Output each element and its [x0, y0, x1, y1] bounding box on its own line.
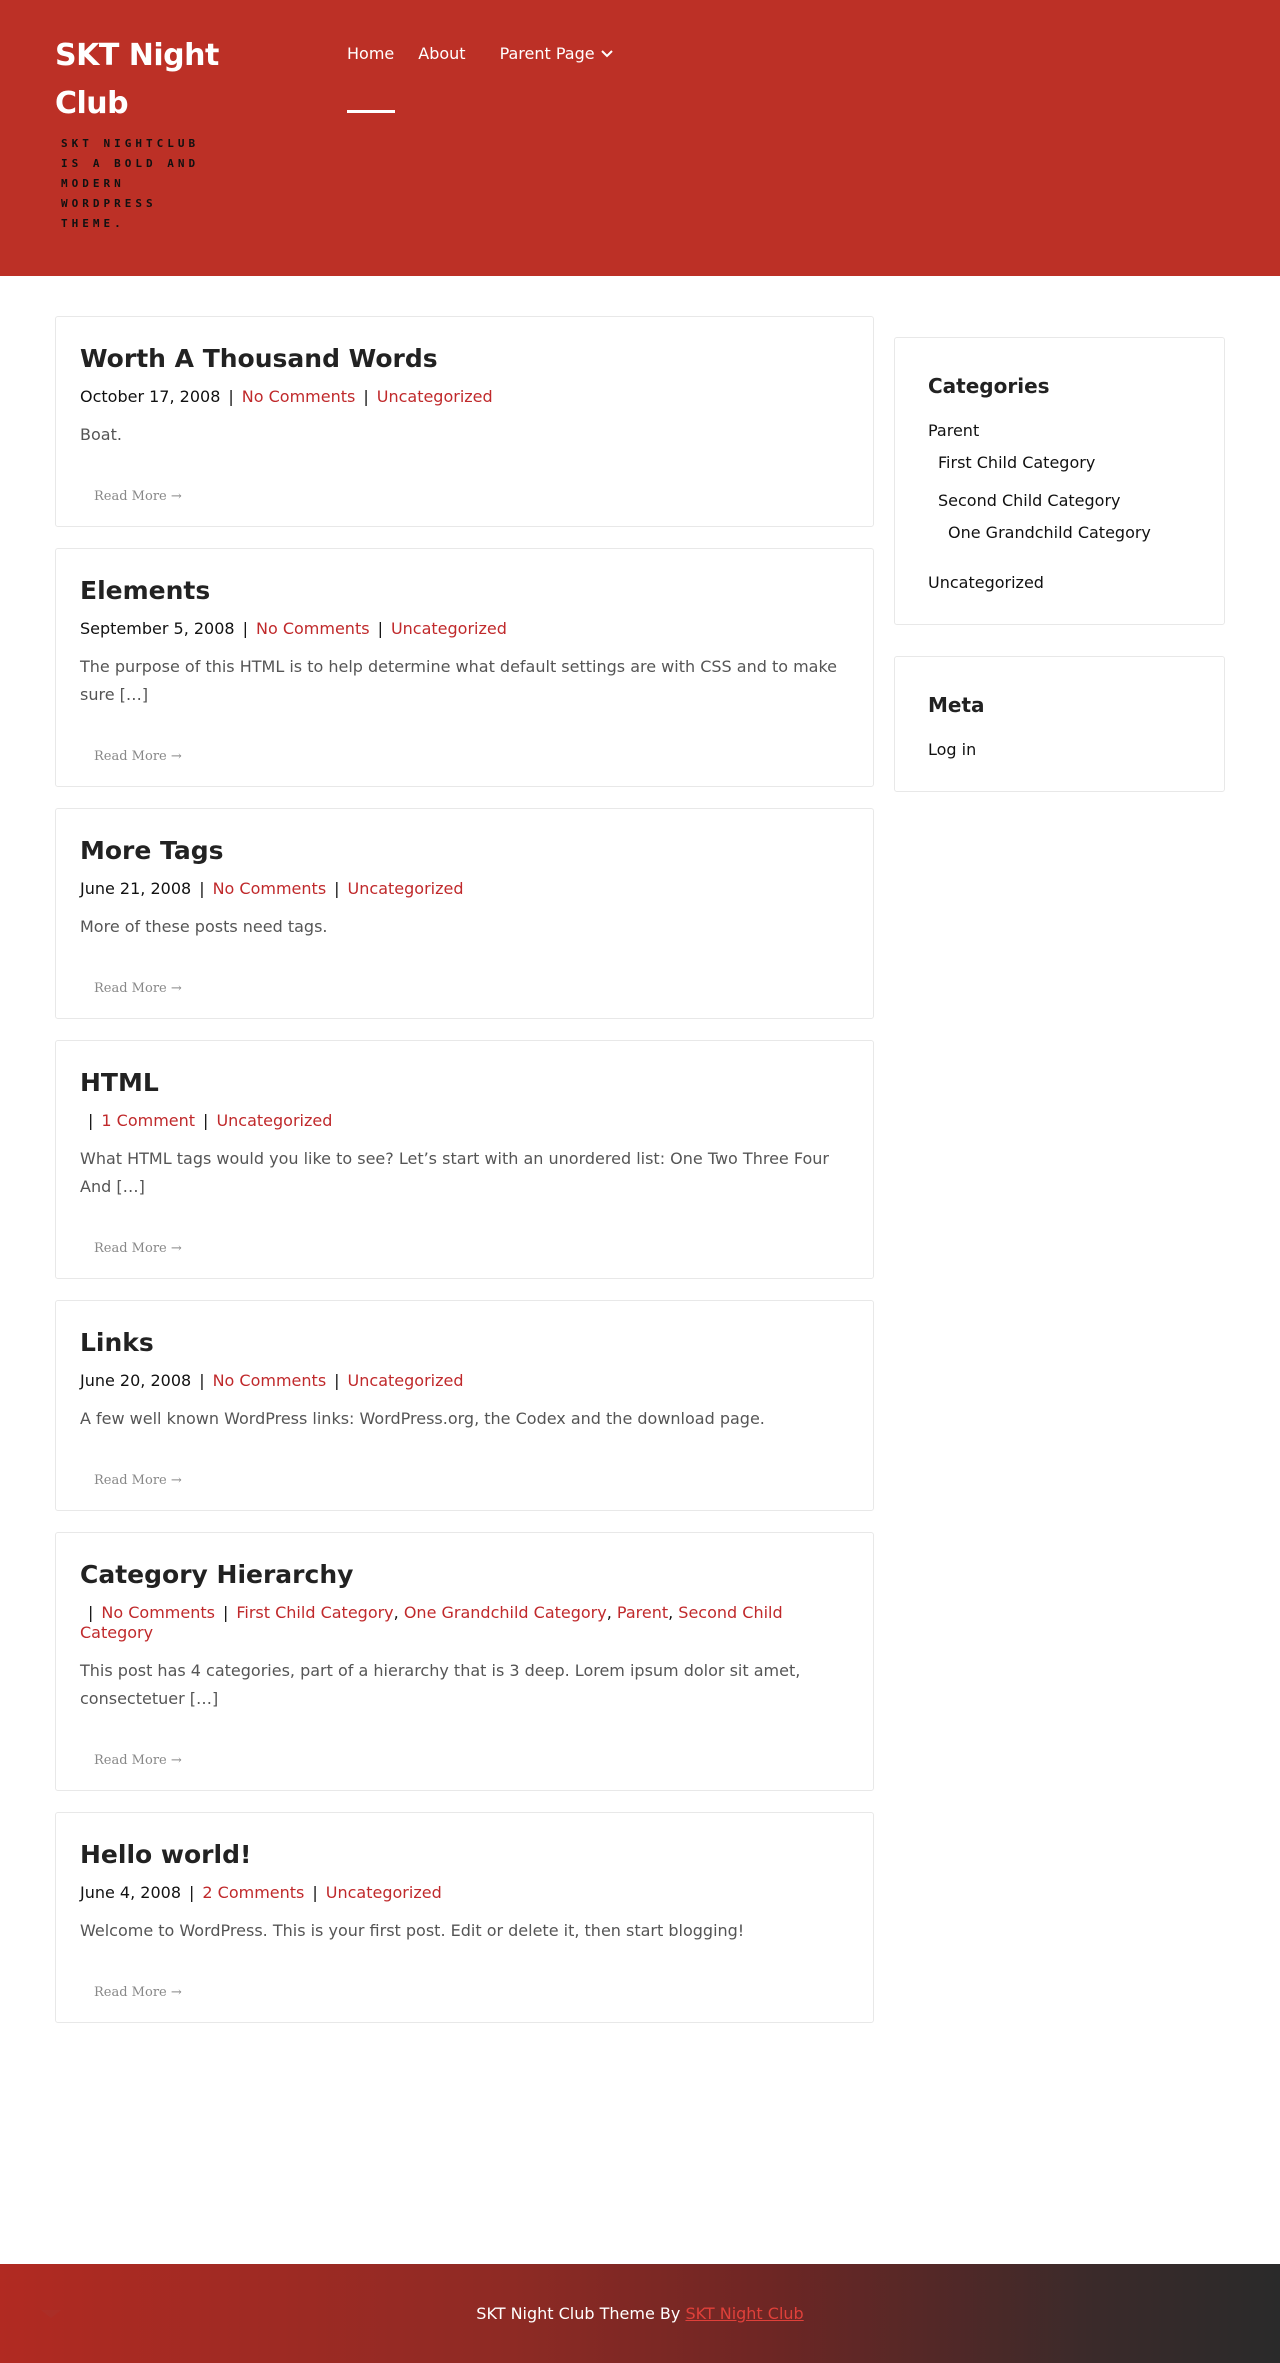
category-link-first-child[interactable]: First Child Category: [938, 453, 1096, 472]
site-header: [0, 0, 1280, 276]
nav-item-about[interactable]: [418, 44, 465, 63]
meta-separator: |: [242, 619, 248, 638]
post-category-link[interactable]: Uncategorized: [347, 1371, 464, 1390]
meta-separator: |: [88, 1111, 94, 1130]
post-card: [55, 1812, 874, 2023]
meta-separator: |: [203, 1111, 209, 1130]
footer-credit-text: SKT Night Club Theme By: [476, 2304, 681, 2323]
post-date: June 21, 2008: [80, 879, 192, 898]
widget-title: Categories: [928, 374, 1050, 398]
active-nav-indicator: [347, 110, 395, 113]
footer-credit: [476, 2304, 803, 2323]
post-comments-link[interactable]: 1 Comment: [101, 1111, 196, 1130]
post-comments-link[interactable]: No Comments: [101, 1603, 215, 1622]
meta-separator: |: [334, 1371, 340, 1390]
post-meta: [80, 879, 849, 899]
nav-item-parent-page[interactable]: [500, 44, 613, 63]
category-link-parent[interactable]: Parent: [928, 421, 980, 440]
categories-widget: [894, 337, 1225, 625]
post-excerpt: More of these posts need tags.: [80, 917, 328, 936]
sidebar: [894, 337, 1225, 2044]
content-area: [0, 276, 1280, 2104]
meta-separator: |: [228, 387, 234, 406]
post-meta: | No Comments | First Child Category, One Grandchild Category, Parent, Second Child Category: [80, 1603, 783, 1642]
post-title[interactable]: HTML: [80, 1068, 159, 1097]
post-meta: [80, 619, 849, 639]
post-category-link[interactable]: First Child Category: [236, 1603, 394, 1622]
footer-credit-link[interactable]: SKT Night Club: [685, 2304, 804, 2323]
post-meta: [80, 1371, 849, 1391]
post-comments-link[interactable]: No Comments: [212, 1371, 327, 1390]
post-excerpt: This post has 4 categories, part of a hierarchy that is 3 deep. Lorem ipsum dolor sit amet, consectetuer […]: [80, 1661, 801, 1708]
post-category-link[interactable]: Uncategorized: [325, 1883, 442, 1902]
meta-separator: |: [377, 619, 383, 638]
post-category-link[interactable]: Second Child Category: [80, 1603, 783, 1642]
post-date: September 5, 2008: [80, 619, 235, 638]
category-link-uncategorized[interactable]: Uncategorized: [928, 573, 1044, 592]
site-title[interactable]: SKT Night Club: [55, 38, 219, 121]
post-card: [55, 548, 874, 787]
post-list: [55, 316, 874, 2044]
post-excerpt: What HTML tags would you like to see? Let’s start with an unordered list: One Two Three Four And […]: [80, 1149, 829, 1196]
nav-label: About: [418, 44, 466, 63]
post-excerpt: Boat.: [80, 425, 122, 444]
post-title[interactable]: Category Hierarchy: [80, 1560, 354, 1589]
chevron-down-icon: [601, 50, 613, 58]
post-card: [55, 316, 874, 527]
main-nav: [347, 44, 637, 63]
widget-title: Meta: [928, 693, 985, 717]
post-category-link[interactable]: Uncategorized: [376, 387, 493, 406]
read-more-link[interactable]: Read More →: [94, 1753, 182, 1768]
read-more-link[interactable]: Read More →: [94, 981, 182, 996]
nav-label: Parent Page: [499, 44, 595, 63]
meta-separator: |: [88, 1603, 94, 1622]
post-comments-link[interactable]: No Comments: [255, 619, 370, 638]
post-date: June 4, 2008: [80, 1883, 181, 1902]
meta-separator: |: [189, 1883, 195, 1902]
meta-widget: [894, 656, 1225, 792]
post-date: October 17, 2008: [80, 387, 221, 406]
meta-separator: |: [334, 879, 340, 898]
post-category-link[interactable]: Uncategorized: [216, 1111, 333, 1130]
post-card: [55, 1300, 874, 1511]
category-link-second-child[interactable]: Second Child Category: [938, 491, 1121, 510]
post-card: [55, 1532, 874, 1791]
meta-separator: |: [312, 1883, 318, 1902]
post-title[interactable]: Links: [80, 1328, 154, 1357]
site-tagline: SKT NIGHTCLUB IS A BOLD AND MODERN WORDPRESS THEME.: [61, 137, 200, 230]
post-card: [55, 1040, 874, 1279]
post-meta: [80, 1111, 849, 1131]
post-excerpt: A few well known WordPress links: WordPress.org, the Codex and the download page.: [80, 1409, 765, 1428]
post-category-link[interactable]: Uncategorized: [347, 879, 464, 898]
site-footer: [0, 2264, 1280, 2363]
footer-logo-icon: [40, 2308, 62, 2320]
meta-separator: |: [199, 1371, 205, 1390]
nav-label: Home: [347, 44, 395, 63]
post-title[interactable]: Worth A Thousand Words: [80, 344, 438, 373]
post-title[interactable]: More Tags: [80, 836, 224, 865]
read-more-link[interactable]: Read More →: [94, 749, 182, 764]
post-comments-link[interactable]: No Comments: [241, 387, 356, 406]
post-comments-link[interactable]: 2 Comments: [202, 1883, 305, 1902]
post-excerpt: Welcome to WordPress. This is your first post. Edit or delete it, then start blogging!: [80, 1921, 745, 1940]
nav-item-home[interactable]: [347, 44, 394, 63]
post-meta: [80, 1883, 849, 1903]
meta-separator: |: [363, 387, 369, 406]
read-more-link[interactable]: Read More →: [94, 1985, 182, 2000]
post-category-link[interactable]: Parent: [616, 1603, 669, 1622]
post-title[interactable]: Hello world!: [80, 1840, 252, 1869]
post-category-link[interactable]: One Grandchild Category: [403, 1603, 607, 1622]
post-card: [55, 808, 874, 1019]
post-comments-link[interactable]: No Comments: [212, 879, 327, 898]
meta-separator: |: [199, 879, 205, 898]
read-more-link[interactable]: Read More →: [94, 1473, 182, 1488]
read-more-link[interactable]: Read More →: [94, 489, 182, 504]
login-link[interactable]: Log in: [928, 740, 977, 759]
post-date: June 20, 2008: [80, 1371, 192, 1390]
post-meta: [80, 387, 849, 407]
meta-separator: |: [222, 1603, 229, 1622]
post-category-link[interactable]: Uncategorized: [390, 619, 507, 638]
brand: [55, 32, 225, 234]
read-more-link[interactable]: Read More →: [94, 1241, 182, 1256]
category-link-grandchild[interactable]: One Grandchild Category: [948, 523, 1151, 542]
post-excerpt: The purpose of this HTML is to help determine what default settings are with CSS and to make sure […]: [80, 657, 838, 704]
post-title[interactable]: Elements: [80, 576, 211, 605]
